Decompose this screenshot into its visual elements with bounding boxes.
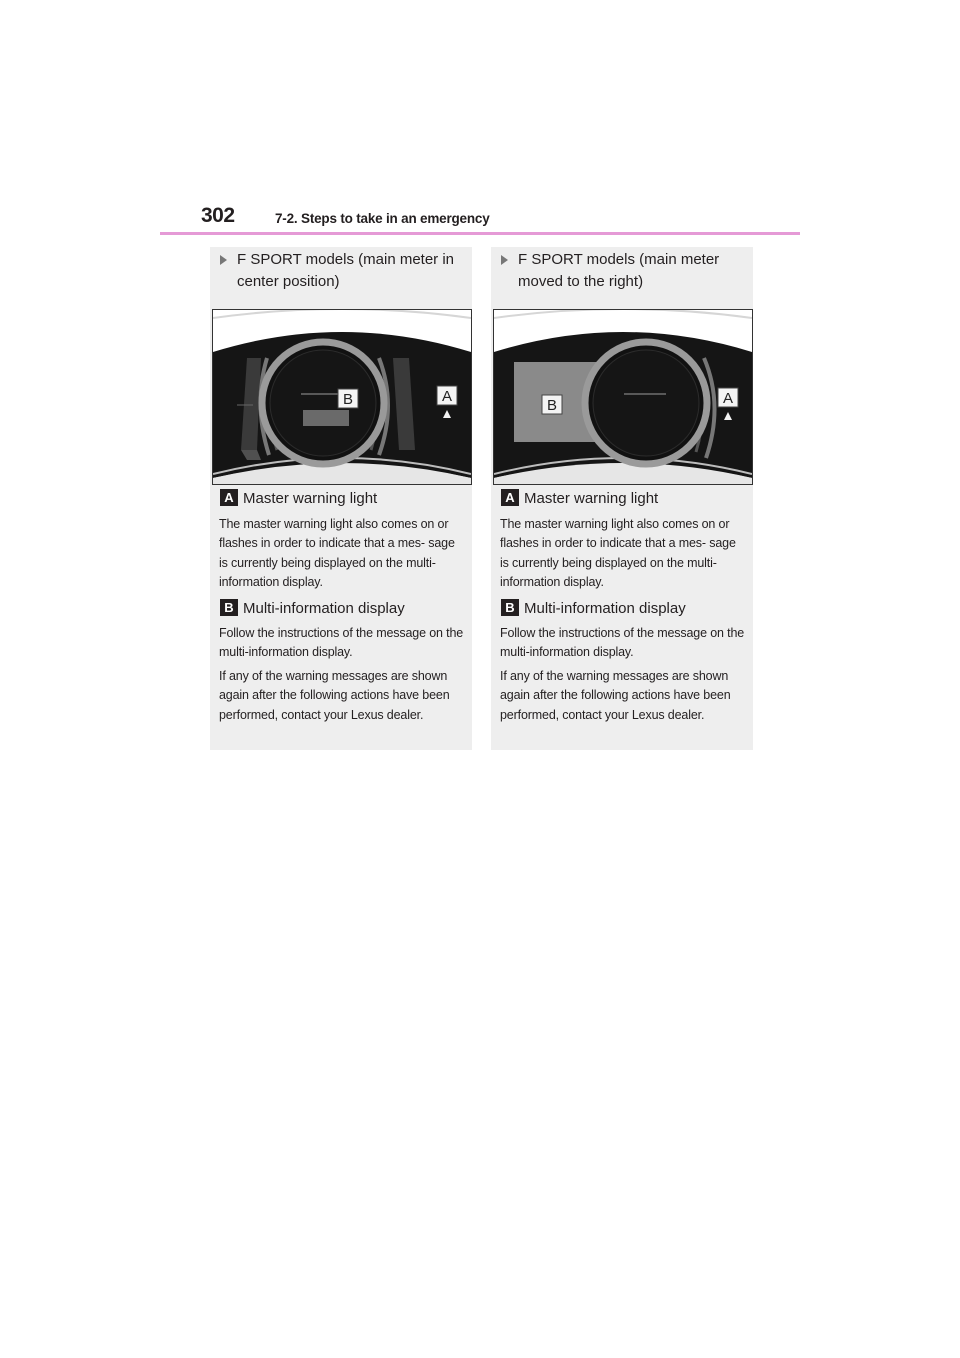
callout-b-label: B bbox=[342, 391, 354, 408]
item-master-warning-text: The master warning light also comes on or flashes in order to indicate that a mes- sage is currently being displayed on the multi-information display. bbox=[219, 517, 455, 590]
panel-heading: F SPORT models (main meter in center position) bbox=[220, 249, 465, 293]
callout-a-label: A bbox=[722, 390, 734, 407]
item-master-warning-title: A Master warning light bbox=[220, 489, 377, 509]
item-master-warning-title: A Master warning light bbox=[501, 489, 658, 509]
item-mid-title: B Multi-information display bbox=[220, 599, 405, 619]
badge-a: A bbox=[501, 489, 519, 506]
meter-illustration bbox=[212, 309, 472, 485]
callout-b-label: B bbox=[546, 397, 558, 414]
panel-right-meter bbox=[491, 247, 753, 750]
triangle-bullet-icon bbox=[220, 255, 227, 265]
header-rule bbox=[160, 232, 800, 235]
meter-cluster-drawing bbox=[494, 310, 752, 484]
page-number: 302 bbox=[201, 204, 235, 227]
badge-a: A bbox=[220, 489, 238, 506]
meter-illustration bbox=[493, 309, 753, 485]
page-header bbox=[160, 200, 800, 236]
section-title: 7-2. Steps to take in an emergency bbox=[275, 211, 490, 226]
panel-heading: F SPORT models (main meter moved to the right) bbox=[501, 249, 746, 293]
item-master-warning-text: The master warning light also comes on or flashes in order to indicate that a mes- sage is currently being displayed on the multi-information display. bbox=[500, 517, 736, 590]
meter-cluster-drawing bbox=[213, 310, 471, 484]
triangle-bullet-icon bbox=[501, 255, 508, 265]
item-mid-title: B Multi-information display bbox=[501, 599, 686, 619]
badge-b: B bbox=[220, 599, 238, 616]
item-mid-text: Follow the instructions of the message on the multi-information display. If any of the warning messages are shown again after the following actions have been performed, contact your Lexus dealer. bbox=[500, 626, 745, 722]
badge-b: B bbox=[501, 599, 519, 616]
callout-a-label: A bbox=[441, 388, 453, 405]
panel-center-meter bbox=[210, 247, 472, 750]
item-mid-text: Follow the instructions of the message on the multi-information display. If any of the warning messages are shown again after the following actions have been performed, contact your Lexus dealer. bbox=[219, 626, 464, 722]
